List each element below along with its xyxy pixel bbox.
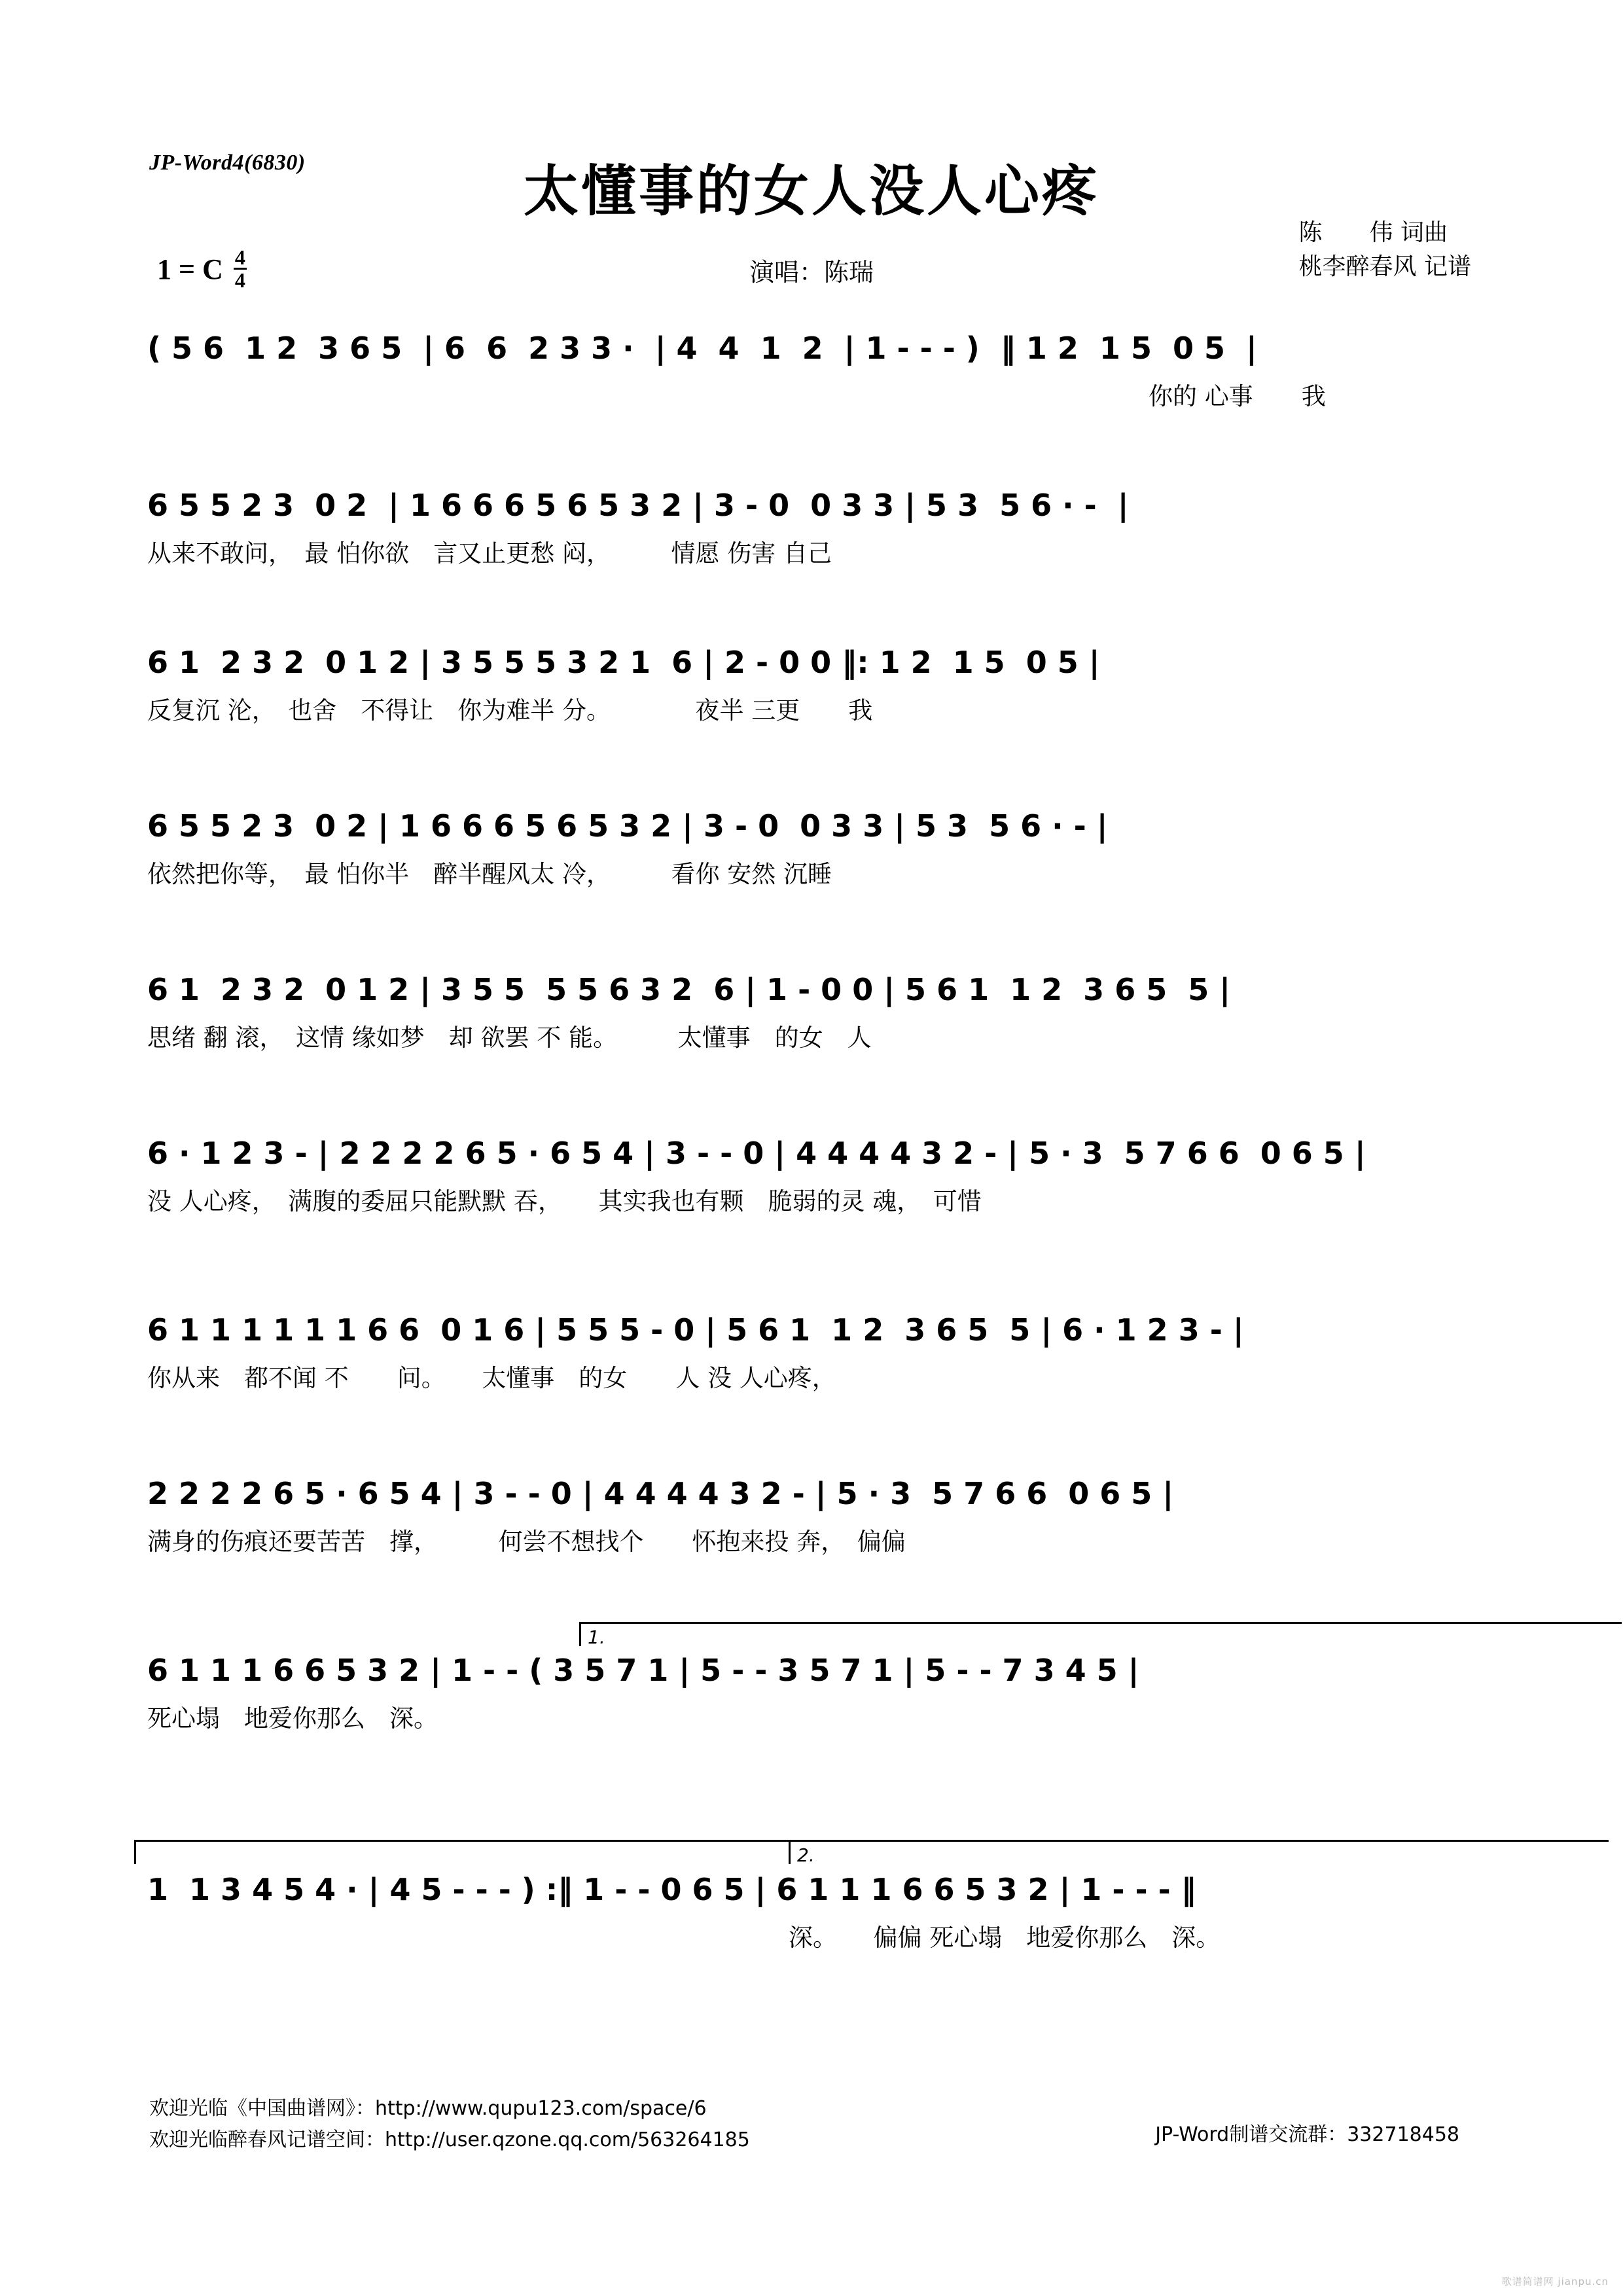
lyrics-row: 满身的伤痕还要苦苦 撑， 何尝不想找个 怀抱来投 奔， 偏偏 — [147, 1528, 906, 1556]
watermark: 歌谱简谱网 jianpu.cn — [1501, 2276, 1609, 2287]
music-system-9 — [147, 1626, 1476, 1737]
lyrics-row: 你的 心事 我 — [1149, 382, 1326, 410]
notes-row: 6 · 1 2 3 - | 2 2 2 2 6 5 · 6 5 4 | 3 - - 0 | 4 4 4 4 3 2 - | 5 · 3 5 7 6 6 0 6 5 | — [147, 1136, 1366, 1171]
notes-row: ( 5 6 1 2 3 6 5 | 6 6 2 3 3 · | 4 4 1 2 | 1 - - - ) ‖ 1 2 1 5 0 5 | — [147, 331, 1257, 366]
time-signature-numerator: 4 — [234, 245, 245, 269]
footer-qq-group: JP-Word制谱交流群：332718458 — [1155, 2123, 1459, 2146]
lyrics-row: 死心塌 地爱你那么 深。 — [147, 1704, 438, 1732]
singer-label: 演唱：陈瑞 — [749, 258, 874, 287]
lyrics-row: 没 人心疼， 满腹的委屈只能默默 吞， 其实我也有颗 脆弱的灵 魂， 可惜 — [147, 1187, 982, 1215]
key-signature — [157, 247, 247, 291]
volta-label: 2. — [797, 1844, 815, 1866]
footer-left — [149, 2093, 750, 2156]
lyrics-row: 深。 偏偏 死心塌 地爱你那么 深。 — [789, 1924, 1221, 1952]
volta-label: 1. — [588, 1626, 605, 1648]
jpword-tag: JP-Word4(6830) — [149, 151, 306, 175]
notes-row: 6 1 1 1 6 6 5 3 2 | 1 - - ( 3 5 7 1 | 5 - - 3 5 7 1 | 5 - - 7 3 4 5 | — [147, 1653, 1139, 1688]
notes-row: 2 2 2 2 6 5 · 6 5 4 | 3 - - 0 | 4 4 4 4 3 2 - | 5 · 3 5 7 6 6 0 6 5 | — [147, 1476, 1174, 1511]
time-signature-denominator: 4 — [234, 268, 245, 292]
credit-transcriber: 桃李醉春风 记谱 — [1298, 253, 1471, 281]
music-system-7 — [147, 1309, 1476, 1397]
notes-row: 1 1 3 4 5 4 · | 4 5 - - - ) :‖ 1 - - 0 6 5 | 6 1 1 1 6 6 5 3 2 | 1 - - - ‖ — [147, 1872, 1196, 1907]
lyrics-row: 思绪 翻 滚， 这情 缘如梦 却 欲罢 不 能。 太懂事 的女 人 — [147, 1024, 872, 1052]
lyrics-row: 你从来 都不闻 不 问。 太懂事 的女 人 没 人心疼， — [147, 1364, 836, 1392]
volta-bracket-1 — [579, 1622, 1622, 1646]
lyrics-row: 反复沉 沦， 也舍 不得让 你为难半 分。 夜半 三更 我 — [147, 696, 873, 725]
repeat-end-bracket — [134, 1840, 797, 1864]
notes-row: 6 5 5 2 3 0 2 | 1 6 6 6 5 6 5 3 2 | 3 - 0 0 3 3 | 5 3 5 6 · - | — [147, 488, 1129, 523]
music-system-2 — [147, 484, 1476, 572]
notes-row: 6 1 2 3 2 0 1 2 | 3 5 5 5 3 2 1 6 | 2 - 0 0 ‖: 1 2 1 5 0 5 | — [147, 645, 1100, 680]
lyrics-row: 从来不敢问， 最 怕你欲 言又止更愁 闷， 情愿 伤害 自己 — [147, 539, 832, 567]
notes-row: 6 1 1 1 1 1 1 6 6 0 1 6 | 5 5 5 - 0 | 5 6 1 1 2 3 6 5 5 | 6 · 1 2 3 - | — [147, 1312, 1244, 1348]
lyrics-row: 依然把你等， 最 怕你半 醉半醒风太 冷， 看你 安然 沉睡 — [147, 860, 832, 888]
footer-link-qzone[interactable]: 欢迎光临醉春风记谱空间：http://user.qzone.qq.com/563264185 — [149, 2128, 750, 2151]
notes-row: 6 5 5 2 3 0 2 | 1 6 6 6 5 6 5 3 2 | 3 - 0 0 3 3 | 5 3 5 6 · - | — [147, 808, 1108, 844]
volta-bracket-2 — [789, 1840, 1609, 1864]
music-system-1 — [147, 327, 1476, 415]
music-system-4 — [147, 805, 1476, 893]
music-system-6 — [147, 1132, 1476, 1220]
music-system-8 — [147, 1473, 1476, 1560]
footer-link-qupu[interactable]: 欢迎光临《中国曲谱网》：http://www.qupu123.com/space/6 — [149, 2097, 707, 2120]
music-system-10 — [147, 1844, 1476, 1956]
notes-row: 6 1 2 3 2 0 1 2 | 3 5 5 5 5 6 3 2 6 | 1 - 0 0 | 5 6 1 1 2 3 6 5 5 | — [147, 972, 1231, 1007]
key-signature-text: 1 = C — [157, 253, 223, 285]
music-system-3 — [147, 641, 1476, 729]
page-title: 太懂事的女人没人心疼 — [523, 159, 1099, 223]
credit-composer: 陈 伟 词曲 — [1298, 219, 1448, 246]
music-system-5 — [147, 969, 1476, 1056]
time-signature — [234, 247, 247, 291]
